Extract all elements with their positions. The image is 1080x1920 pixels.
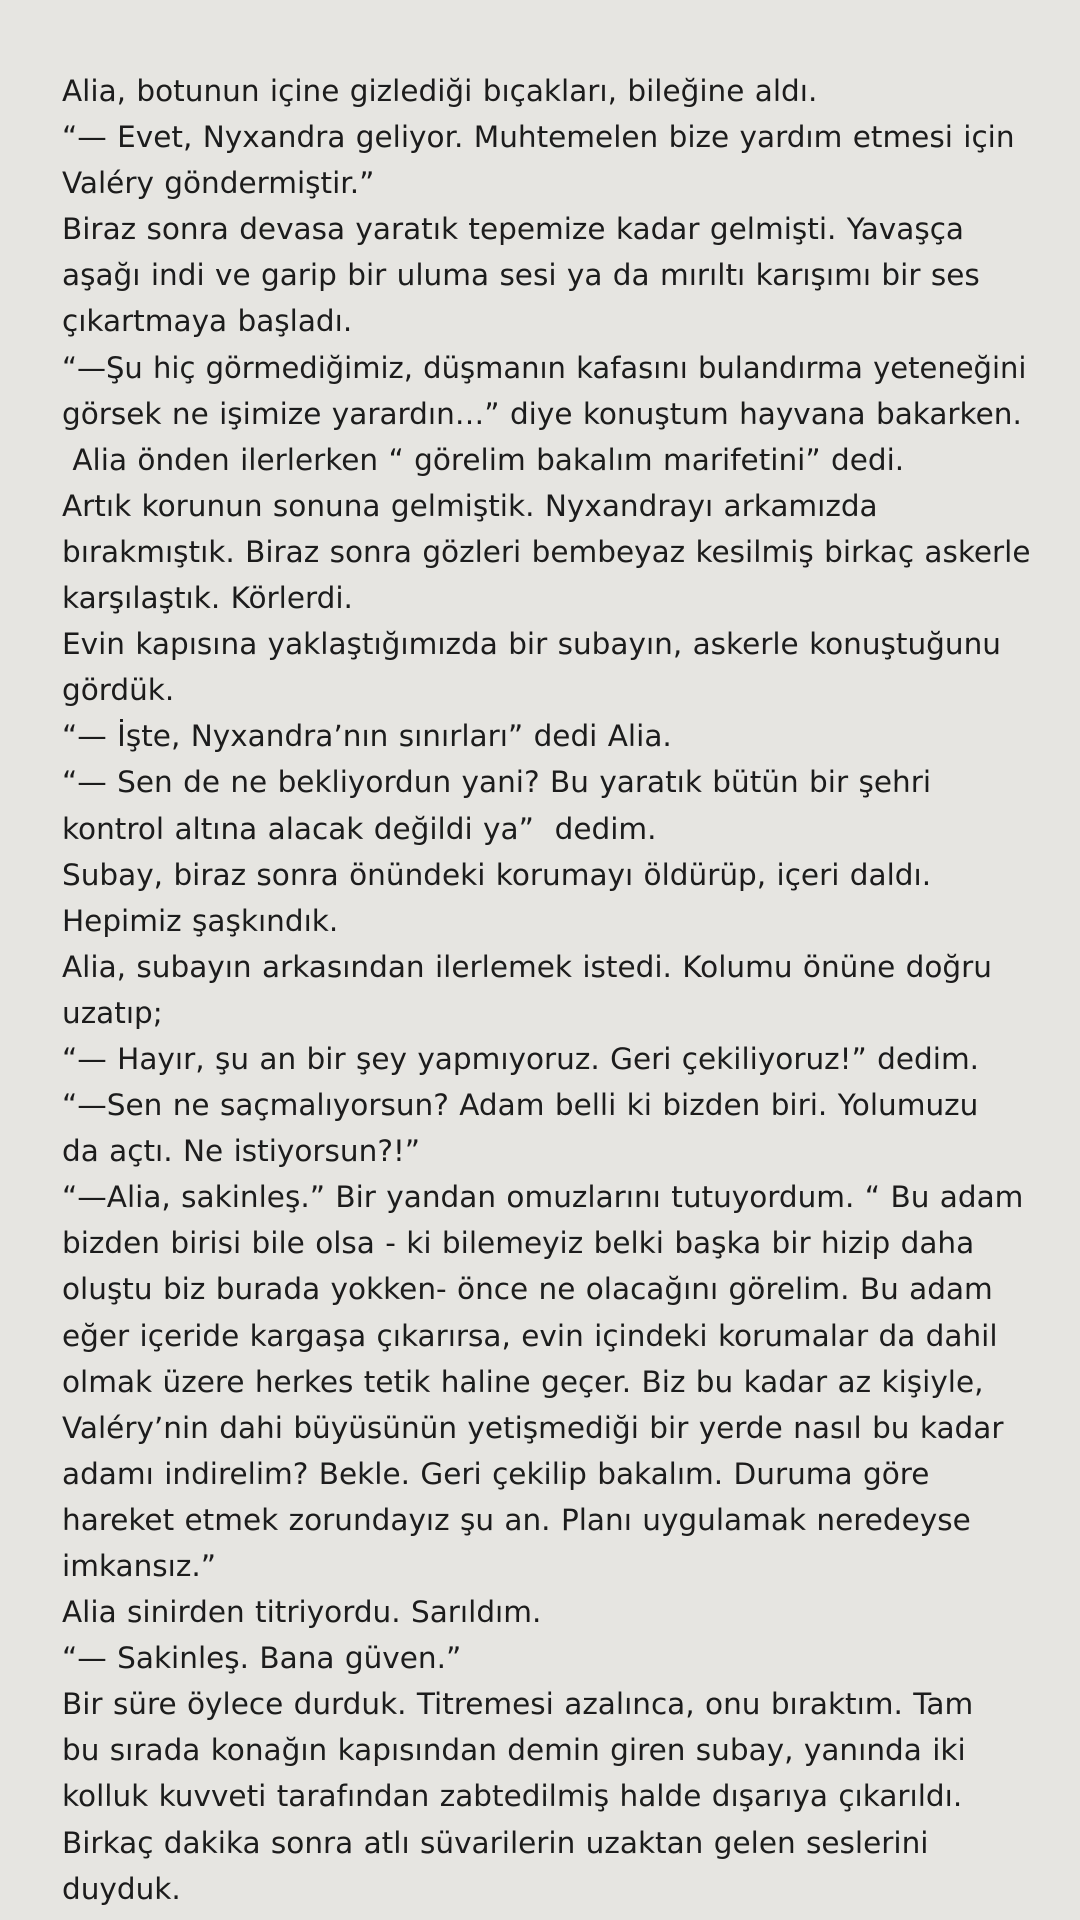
story-text xyxy=(62,68,1032,1912)
text-line: kontrol altına alacak değildi ya” dedim. xyxy=(62,811,657,846)
text-line: Birkaç dakika sonra atlı süvarilerin uzaktan gelen seslerini xyxy=(62,1825,929,1860)
text-line: Subay, biraz sonra önündeki korumayı öldürüp, içeri daldı. xyxy=(62,857,932,892)
text-line: bizden birisi bile olsa - ki bilemeyiz belki başka bir hizip daha xyxy=(62,1226,975,1261)
text-line: eğer içeride kargaşa çıkarırsa, evin içindeki korumalar da dahil xyxy=(62,1318,998,1353)
text-line: “— Evet, Nyxandra geliyor. Muhtemelen bize yardım etmesi için xyxy=(62,120,1015,155)
text-line: Alia önden ilerlerken “ görelim bakalım marifetini” dedi. xyxy=(62,442,905,477)
text-line: uzatıp; xyxy=(62,995,163,1030)
text-line: bırakmıştık. Biraz sonra gözleri bembeyaz kesilmiş birkaç askerle xyxy=(62,534,1031,569)
text-line: imkansız.” xyxy=(62,1549,216,1583)
text-line: Evin kapısına yaklaştığımızda bir subayın, askerle konuştuğunu xyxy=(62,627,1001,662)
text-line: Bir süre öylece durduk. Titremesi azalınca, onu bıraktım. Tam xyxy=(62,1687,974,1722)
text-line: “—Alia, sakinleş.” Bir yandan omuzlarını tutuyordum. “ Bu adam xyxy=(62,1180,1024,1215)
text-line: “— İşte, Nyxandra’nın sınırları” dedi Alia. xyxy=(62,719,672,754)
text-line: “— Sakinleş. Bana güven.” xyxy=(62,1641,462,1676)
text-line: da açtı. Ne istiyorsun?!” xyxy=(62,1134,421,1169)
text-line: kolluk kuvveti tarafından zabtedilmiş halde dışarıya çıkarıldı. xyxy=(62,1779,963,1814)
text-line: “— Hayır, şu an bir şey yapmıyoruz. Geri çekiliyoruz!” dedim. xyxy=(62,1041,980,1076)
text-line: Alia, botunun içine gizlediği bıçakları, bileğine aldı. xyxy=(62,74,818,108)
text-line: adamı indirelim? Bekle. Geri çekilip bakalım. Duruma göre xyxy=(62,1456,930,1491)
text-line: olmak üzere herkes tetik haline geçer. Biz bu kadar az kişiyle, xyxy=(62,1364,984,1399)
text-line: aşağı indi ve garip bir uluma sesi ya da mırıltı karışımı bir ses xyxy=(62,258,980,293)
text-line: Alia, subayın arkasından ilerlemek istedi. Kolumu önüne doğru xyxy=(62,949,992,984)
text-line: Valéry göndermiştir.” xyxy=(62,166,375,201)
text-line: gördük. xyxy=(62,673,175,708)
text-line: “—Şu hiç görmediğimiz, düşmanın kafasını bulandırma yeteneğini xyxy=(62,350,1027,385)
text-line: duyduk. xyxy=(62,1871,181,1906)
text-line: Artık korunun sonuna gelmiştik. Nyxandrayı arkamızda xyxy=(62,488,878,523)
text-line: Alia sinirden titriyordu. Sarıldım. xyxy=(62,1595,542,1630)
text-line: Biraz sonra devasa yaratık tepemize kadar gelmişti. Yavaşça xyxy=(62,212,965,247)
text-line: görsek ne işimize yarardın…” diye konuştum hayvana bakarken. xyxy=(62,396,1022,431)
text-line: karşılaştık. Körlerdi. xyxy=(62,581,353,616)
text-line: hareket etmek zorundayız şu an. Planı uygulamak neredeyse xyxy=(62,1502,971,1537)
text-line: Valéry’nin dahi büyüsünün yetişmediği bir yerde nasıl bu kadar xyxy=(62,1410,1004,1445)
text-line: “—Sen ne saçmalıyorsun? Adam belli ki bizden biri. Yolumuzu xyxy=(62,1088,979,1123)
text-line: çıkartmaya başladı. xyxy=(62,304,353,339)
text-line: bu sırada konağın kapısından demin giren subay, yanında iki xyxy=(62,1733,966,1768)
text-line: oluştu biz burada yokken- önce ne olacağını görelim. Bu adam xyxy=(62,1272,993,1307)
text-line: “— Sen de ne bekliyordun yani? Bu yaratık bütün bir şehri xyxy=(62,765,932,800)
text-line: Hepimiz şaşkındık. xyxy=(62,903,339,938)
